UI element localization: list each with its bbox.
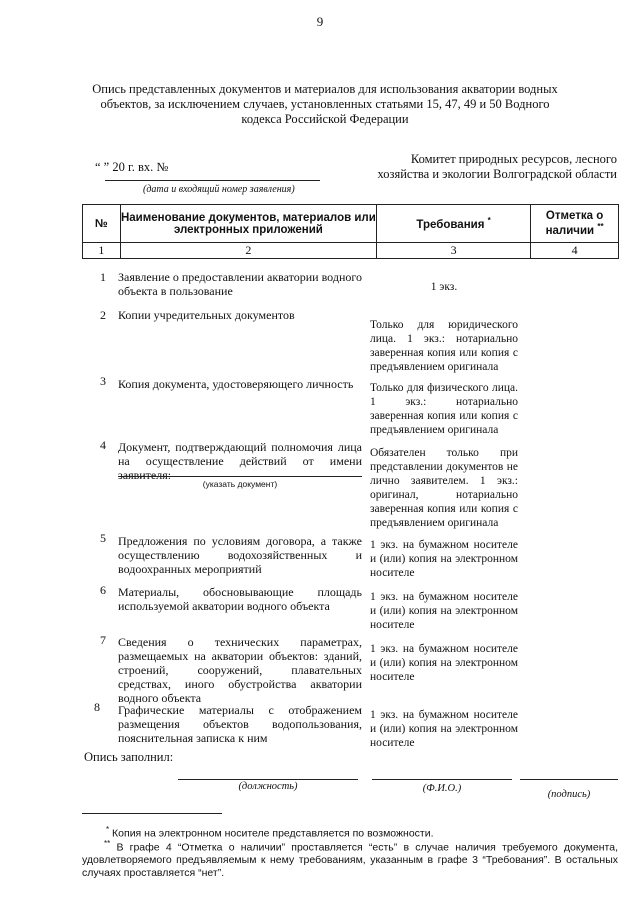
header-name: Наименование документов, материалов или электронных приложений: [120, 205, 376, 243]
row-hint: (указать документ): [202, 479, 278, 489]
page-number: 9: [316, 14, 324, 29]
row-name: Заявление о предоставлении акватории водного объекта в пользование: [118, 270, 362, 298]
row-name: Копия документа, удостоверяющего личность: [118, 377, 354, 391]
row-number: 3: [100, 374, 106, 388]
fio-caption: (Ф.И.О.): [422, 783, 462, 794]
position-line: [178, 779, 358, 780]
row-number: 5: [100, 531, 106, 545]
header-requirements: Требования *: [377, 205, 531, 243]
row-number: 2: [100, 308, 106, 322]
row-name: Материалы, обосновывающие площадь используемой акватории водного объекта: [118, 585, 362, 613]
header-col-3: 3: [377, 243, 531, 259]
fio-line: [372, 779, 512, 780]
date-and-number-field: [95, 160, 325, 196]
row-requirement: 1 экз. на бумажном носителе и (или) копия на электронном носителе: [370, 591, 518, 631]
date-underline: [105, 180, 320, 181]
row-number: 1: [100, 270, 106, 284]
document-title: Опись представленных документов и материалов для использования акватории водных объектов, за исключением случаев, установленных статьями 15, 47, 49 и 50 Водного кодекса Российской Федерации: [92, 82, 558, 126]
document-underline: [118, 476, 362, 477]
row-name: Документ, подтверждающий полномочия лица на осуществление действий от имени заявителя:: [118, 440, 362, 482]
signature-caption: (подпись): [547, 789, 591, 800]
row-requirement: 1 экз. на бумажном носителе и (или) копия на электронном носителе: [370, 643, 518, 683]
header-col-4: 4: [531, 243, 619, 259]
signature-line: [520, 779, 618, 780]
header-col-2: 2: [120, 243, 376, 259]
row-requirement: 1 экз.: [430, 281, 458, 293]
row-number: 8: [94, 700, 100, 714]
row-number: 6: [100, 583, 106, 597]
row-requirement: Только для физического лица. 1 экз.: нотариально заверенная копия или копия с предъявлением оригинала: [370, 382, 518, 436]
header-num: №: [83, 205, 121, 243]
row-number: 7: [100, 633, 106, 647]
position-caption: (должность): [238, 781, 298, 792]
header-mark: Отметка о наличии **: [531, 205, 619, 243]
table-header: [82, 204, 619, 259]
row-number: 4: [100, 438, 106, 452]
footnote-1: * Копия на электронном носителе представляется по возможности.: [106, 825, 434, 840]
addressee: Комитет природных ресурсов, лесного хозяйства и экологии Волгоградской области: [377, 152, 617, 181]
footnote-2: ** В графе 4 “Отметка о наличии” проставляется “есть” в случае наличия требуемого документа, удовлетворяемого предъявляемым к нему требованиям, указанным в графе 3 “Требования”. В остальных случаях проставляется “нет”.: [82, 839, 618, 879]
date-line: “ ” 20 г. вх. №: [95, 160, 169, 174]
row-name: Графические материалы с отображением размещения объектов водопользования, пояснительная записка к ним: [118, 703, 362, 745]
footnote-separator: [82, 813, 222, 814]
filled-by-label: Опись заполнил:: [84, 750, 174, 764]
row-requirement: 1 экз. на бумажном носителе и (или) копия на электронном носителе: [370, 709, 518, 749]
header-col-1: 1: [83, 243, 121, 259]
row-name: Предложения по условиям договора, а также осуществлению водохозяйственных и водоохранных мероприятий: [118, 534, 362, 576]
row-name: Копии учредительных документов: [118, 308, 295, 322]
row-requirement: Обязателен только при представлении документов не лично заявителем. 1 экз.: оригинал, нотариально заверенная копия или копия с предъявлением оригинала: [370, 447, 518, 529]
date-caption: (дата и входящий номер заявления): [143, 184, 295, 195]
row-name: Сведения о технических параметрах, размещаемых на акватории объектов: зданий, строений, сооружений, плавательных средствах, иного обустройства акватории водного объекта: [118, 635, 362, 705]
row-requirement: Только для юридического лица. 1 экз.: нотариально заверенная копия или копия с предъявлением оригинала: [370, 319, 518, 373]
row-requirement: 1 экз. на бумажном носителе и (или) копия на электронном носителе: [370, 539, 518, 579]
